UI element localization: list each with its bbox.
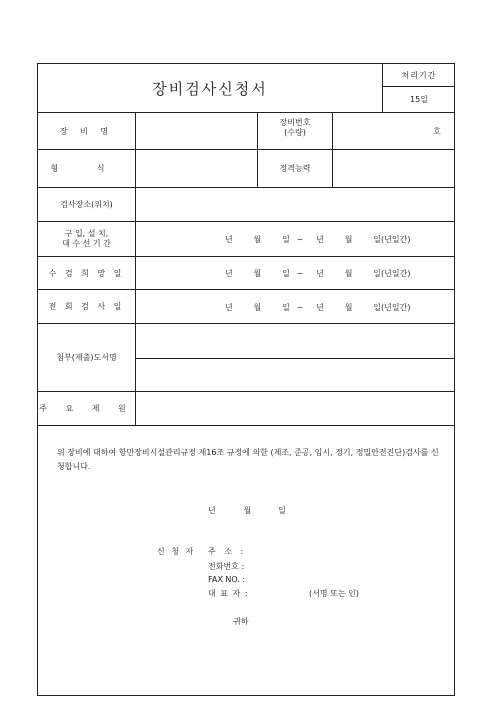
sign-date	[208, 505, 286, 516]
processing-period-label: 처리기간	[401, 70, 437, 80]
date-tilde: ~	[296, 235, 304, 244]
date-tilde: ~	[296, 269, 304, 278]
row-line	[135, 358, 455, 359]
inspection-place-label: 검사장소(위치)	[60, 200, 113, 209]
signature-note: (서명 또는 인)	[309, 589, 359, 598]
date-month: 월	[344, 235, 353, 244]
attached-documents-label: 첨부(제출)도서명	[56, 353, 117, 362]
date-month: 월	[253, 269, 262, 278]
application-statement: 위 장비에 대하여 항만장비시설관리규정 제16조 규정에 의한 (제조, 준공, 임시, 정기, 정밀안전진단)검사를 신청합니다.	[57, 448, 439, 471]
date-day-suffix: 일(년일간)	[373, 235, 411, 244]
install-period-line2: 대 수 선 기 간	[62, 239, 111, 248]
main-specs-label: 주 요 제 원	[39, 404, 134, 413]
date-month: 월	[344, 303, 353, 312]
equipment-name-label: 장 비 명	[59, 126, 114, 136]
applicant-label: 신 청 자	[157, 547, 196, 556]
sign-year: 년	[208, 506, 216, 515]
date-day: 일	[282, 235, 290, 244]
addressee: 귀하	[233, 617, 249, 626]
equipment-number-suffix: 호	[433, 127, 441, 136]
applicant-phone: 전화번호 :	[208, 562, 245, 571]
row-line	[38, 221, 455, 222]
application-form	[37, 63, 455, 696]
date-day-suffix: 일(년일간)	[373, 303, 411, 312]
equipment-number-line1: 장비번호	[279, 118, 311, 127]
date-month: 월	[253, 235, 262, 244]
form-title: 장비검사신청서	[152, 79, 268, 98]
processing-period-value: 15일	[410, 95, 428, 104]
applicant-fax: FAX NO. :	[208, 575, 246, 584]
install-period-label	[38, 229, 135, 249]
label-column-line	[135, 112, 136, 425]
mid-column-line	[332, 112, 333, 187]
date-day: 일	[282, 269, 290, 278]
previous-inspection-date-label: 전 회 검 사 일	[48, 302, 125, 311]
date-month: 월	[253, 303, 262, 312]
date-month: 월	[344, 269, 353, 278]
equipment-number-label	[258, 118, 332, 138]
date-year: 년	[316, 303, 324, 312]
applicant-address: 주 소 :	[208, 547, 247, 556]
date-year: 년	[316, 269, 324, 278]
date-year: 년	[316, 235, 324, 244]
previous-inspection-dates	[225, 302, 410, 313]
date-tilde: ~	[296, 303, 304, 312]
model-label: 형 식	[50, 164, 123, 173]
equipment-number-line2: (수량)	[284, 128, 306, 137]
row-line	[38, 425, 455, 426]
date-year: 년	[225, 269, 233, 278]
date-day-suffix: 일(년일간)	[373, 269, 411, 278]
date-year: 년	[225, 303, 233, 312]
install-period-line1: 구 입, 설 치,	[64, 229, 109, 238]
applicant-representative: 대 표 자 :	[208, 589, 249, 598]
capacity-label: 정격능력	[279, 164, 311, 173]
install-period-dates	[225, 234, 410, 245]
inspection-request-dates	[225, 268, 410, 279]
inspection-request-date-label: 수 검 희 망 일	[48, 268, 125, 278]
date-day: 일	[282, 303, 290, 312]
date-year: 년	[225, 235, 233, 244]
sign-day: 일	[278, 506, 286, 515]
sign-month: 월	[243, 506, 252, 515]
